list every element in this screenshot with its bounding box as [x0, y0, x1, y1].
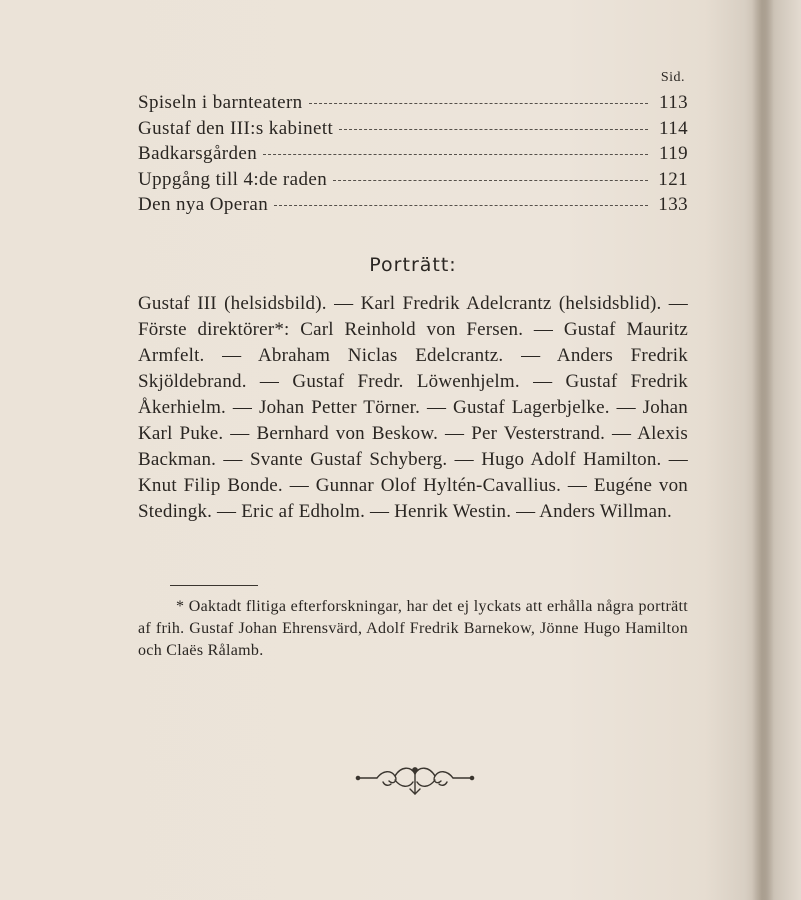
- toc-entry: [138, 143, 688, 169]
- toc-leader: [263, 154, 648, 155]
- toc-entry: [138, 169, 688, 195]
- toc-entry-title: Badkarsgården: [138, 143, 258, 164]
- footnote: * Oaktadt flitiga efterforskningar, har det ej lyckats att erhålla några porträtt af frih. Gustaf Johan Ehrensvärd, Adolf Fredrik Barnekow, Jönne Hugo Hamilton och Claës Rålamb.: [138, 598, 688, 659]
- portraits-list: Gustaf III (helsidsbild). — Karl Fredrik Adelcrantz (helsidsblid). — Förste direktörer*: Carl Reinhold von Fersen. — Gustaf Mauritz Armfelt. — Abraham Niclas Edelcrantz. — Anders Fredrik Skjöldebrand. — Gustaf Fredr. Löwenhjelm. — Gustaf Fredrik Åkerhielm. — Johan Petter Törner. — Gustaf Lagerbjelke. — Johan Karl Puke. — Bernhard von Beskow. — Per Vesterstrand. — Alexis Backman. — Svante Gustaf Schyberg. — Hugo Adolf Hamilton. — Knut Filip Bonde. — Gunnar Olof Hyltén-Cavallius. — Eugéne von Stedingk. — Eric af Edholm. — Henrik Westin. — Anders Willman.: [138, 293, 688, 522]
- toc-entry-title: Gustaf den III:s kabinett: [138, 117, 334, 139]
- toc-entry-page: 121: [658, 168, 688, 190]
- portraits-heading: Porträtt:: [369, 254, 457, 276]
- toc-entry-title: Den nya Operan: [138, 194, 269, 215]
- ornament-fleuron-icon: [355, 758, 475, 798]
- toc-entry-page: 114: [659, 117, 688, 139]
- table-of-contents: [138, 92, 688, 220]
- toc-leader: [274, 205, 648, 206]
- page-gutter-shadow: [752, 0, 774, 900]
- toc-leader: [309, 103, 648, 104]
- toc-entry-title: Spiseln i barnteatern: [138, 92, 303, 113]
- toc-leader: [339, 129, 648, 130]
- toc-entry-title: Uppgång till 4:de raden: [138, 168, 328, 190]
- toc-entry: [138, 92, 688, 118]
- page-column-label: Sid.: [660, 70, 685, 85]
- toc-entry-page: 113: [659, 92, 688, 113]
- toc-entry-page: 133: [658, 194, 688, 215]
- toc-entry: [138, 194, 688, 220]
- footnote-rule: [170, 585, 258, 586]
- toc-entry-page: 119: [659, 143, 688, 164]
- toc-leader: [333, 180, 648, 181]
- toc-entry: [138, 118, 688, 144]
